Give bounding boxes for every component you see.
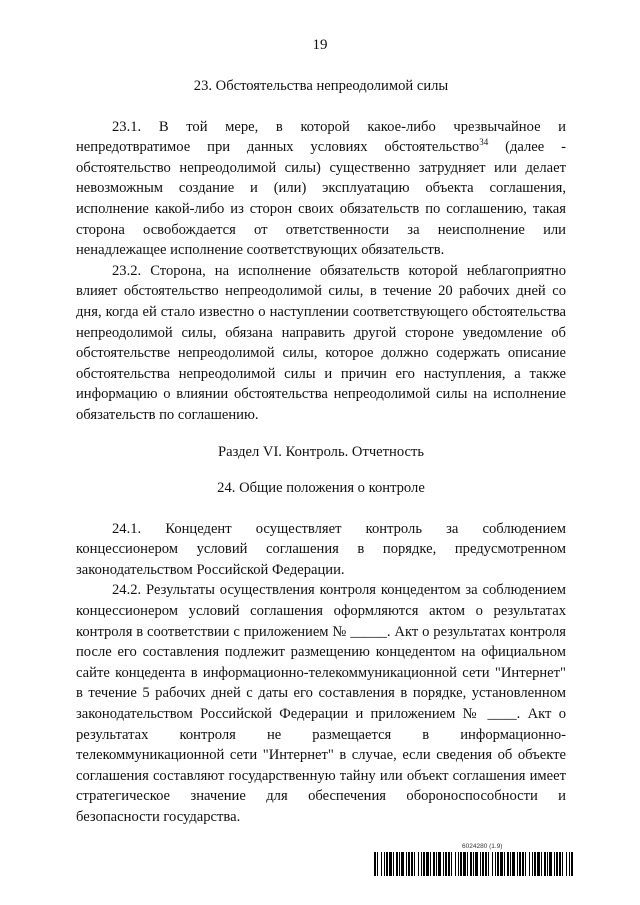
paragraph-24-2: 24.2. Результаты осуществления контроля концедентом за соблюдением концессионером условий соглашения оформляются актом о результатах контроля в соответствии с приложением № _____. Акт о результатах контроля после его составления подлежит размещению концедентом на официальном сайте концедента в информационно-телекоммуникационной сети "Интернет" в течение 5 рабочих дней с даты его составления в порядке, установленном законодательством Российской Федерации и приложением № ____. Акт о результатах контроля не размещается в информационно-телекоммуникационной сети "Интернет" в случае, если сведения об объекте соглашения составляют государственную тайну или объект соглашения имеет стратегическое значение для обеспечения обороноспособности и безопасности государства. bbox=[76, 582, 566, 825]
barcode-label: 6024280 (1.9) bbox=[462, 843, 503, 850]
document-body bbox=[76, 76, 566, 828]
section-24-heading: 24. Общие положения о контроле bbox=[217, 480, 425, 497]
paragraph-23-2: 23.2. Сторона, на исполнение обязательств которой неблагоприятно влияет обстоятельство непреодолимой силы, в течение 20 рабочих дней со дня, когда ей стало известно о наступлении соответствующего обстоятельства непреодолимой силы, обязана направить другой стороне уведомление об обстоятельстве непреодолимой силы, которое должно содержать описание обстоятельства непреодолимой силы и причин его наступления, а также информацию о влиянии обстоятельства непреодолимой силы на исполнение обязательств по соглашению. bbox=[76, 262, 566, 423]
section-vi-title: Раздел VI. Контроль. Отчетность bbox=[217, 443, 425, 460]
page-number: 19 bbox=[312, 37, 328, 53]
section-23-heading: 23. Обстоятельства непреодолимой силы bbox=[193, 78, 449, 94]
paragraph-23-1-text: 23.1. В той мере, в которой какое-либо чрезвычайное и непредотвратимое при данных условиях обстоятельство bbox=[76, 118, 566, 156]
footnote-reference: 34 bbox=[479, 137, 489, 148]
paragraph-23-1-text-cont: (далее - обстоятельство непреодолимой силы) существенно затрудняет или делает невозможным создание и (или) эксплуатацию объекта соглашения, исполнение какой-либо из сторон своих обязательств по соглашению, такая сторона освобождается от ответственности за неисполнение или ненадлежащее исполнение соответствующих обязательств. bbox=[76, 139, 566, 259]
paragraph-24-1: 24.1. Концедент осуществляет контроль за соблюдением концессионером условий соглашения в порядке, предусмотренном законодательством Российской Федерации. bbox=[76, 520, 566, 578]
barcode-icon bbox=[374, 852, 574, 876]
paragraph-23-1 bbox=[76, 117, 566, 261]
